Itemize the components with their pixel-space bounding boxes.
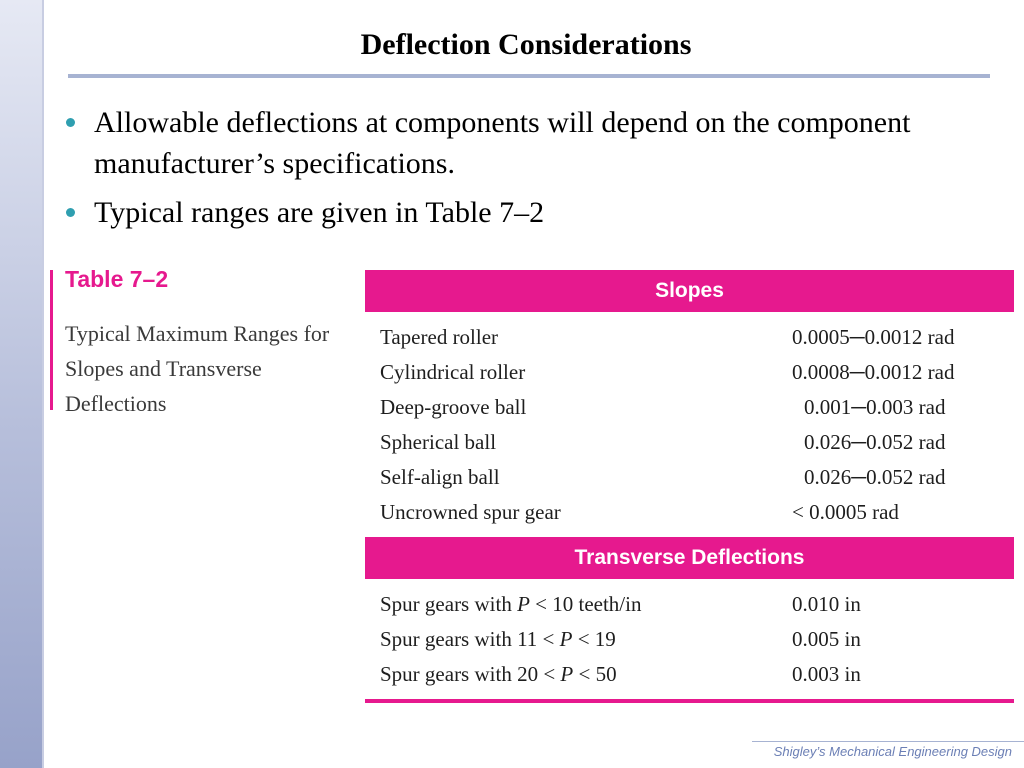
table-row (365, 587, 1014, 622)
slide-title: Deflection Considerations (360, 28, 692, 61)
title-divider (68, 74, 990, 78)
deflection-rows (365, 579, 1014, 699)
footer-text: Shigley’s Mechanical Engineering Design (773, 744, 1012, 759)
table-row (365, 355, 1014, 390)
table-row (365, 390, 1014, 425)
slopes-header: Slopes (365, 270, 1014, 312)
row-label: Tapered roller (380, 325, 499, 349)
row-value: 0.001─0.003 rad (804, 395, 946, 419)
row-label: Spur gears with P < 10 teeth/in (380, 592, 642, 616)
bullet-text: Allowable deflections at components will depend on the component manufacturer’s specifications. (94, 106, 911, 180)
table-caption: Typical Maximum Ranges for Slopes and Transverse Deflections (65, 321, 330, 416)
row-value: < 0.0005 rad (792, 500, 899, 524)
row-value: 0.003 in (792, 662, 861, 686)
row-label: Cylindrical roller (380, 360, 526, 384)
row-label: Self-align ball (380, 465, 500, 489)
row-label: Spur gears with 11 < P < 19 (380, 627, 616, 651)
row-value: 0.005 in (792, 627, 861, 651)
row-label: Spur gears with 20 < P < 50 (380, 662, 617, 686)
row-label: Deep-groove ball (380, 395, 527, 419)
bullet-text: Typical ranges are given in Table 7–2 (94, 196, 545, 229)
table-label: Table 7–2 (65, 266, 169, 292)
bullet-dot-icon (66, 208, 75, 217)
row-value: 0.026─0.052 rad (804, 430, 946, 454)
bullet-item (62, 102, 962, 184)
row-value: 0.026─0.052 rad (804, 465, 946, 489)
table-caption-rule (50, 270, 53, 410)
row-label: Spherical ball (380, 430, 497, 454)
row-value: 0.0008─0.0012 rad (792, 360, 955, 384)
table-row (365, 320, 1014, 355)
deflection-table (365, 270, 1014, 703)
bullet-list (62, 102, 962, 241)
table-row (365, 425, 1014, 460)
table-row (365, 460, 1014, 495)
row-value: 0.0005─0.0012 rad (792, 325, 955, 349)
table-row (365, 657, 1014, 692)
slopes-rows (365, 312, 1014, 537)
row-value: 0.010 in (792, 592, 861, 616)
table-bottom-rule (365, 699, 1014, 703)
table-row (365, 622, 1014, 657)
row-label: Uncrowned spur gear (380, 500, 561, 524)
bullet-item (62, 192, 962, 233)
transverse-deflections-header: Transverse Deflections (365, 537, 1014, 579)
bullet-dot-icon (66, 118, 75, 127)
table-row (365, 495, 1014, 530)
footer-divider (752, 741, 1024, 742)
slide-side-bar (0, 0, 44, 768)
